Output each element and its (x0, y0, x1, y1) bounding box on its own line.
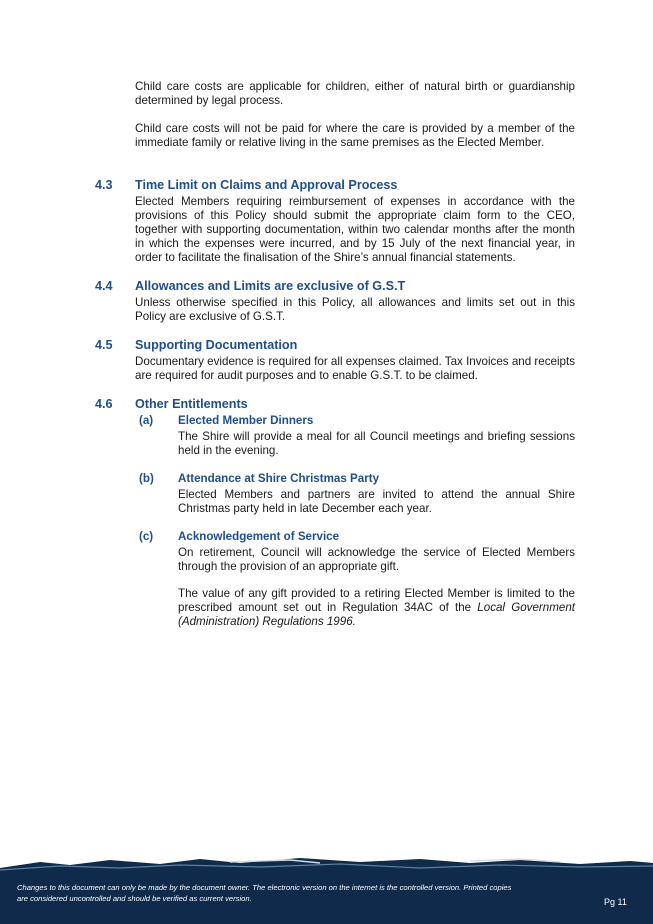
section-title: Supporting Documentation (135, 338, 298, 352)
subsection-title: Elected Member Dinners (178, 414, 314, 427)
section-number: 4.3 (95, 178, 113, 192)
intro-paragraph-2: Child care costs will not be paid for where the care is provided by a member of the immediate family or relative living in the same premises as the Elected Member. (135, 122, 575, 149)
section-body: Elected Members requiring reimbursement of expenses in accordance with the provisions of this Policy should submit the appropriate claim form to the CEO, together with supporting documentation, within two calendar months after the month in which the expenses were incurred, and by 15 July of the next financial year, in order to facilitate the finalisation of the Shire’s annual financial statements. (135, 195, 575, 264)
subsection-body: On retirement, Council will acknowledge the service of Elected Members through the provision of an appropriate gift. (178, 546, 575, 573)
subsection-title: Attendance at Shire Christmas Party (178, 472, 380, 485)
intro-paragraph-1: Child care costs are applicable for children, either of natural birth or guardianship determined by legal process. (135, 80, 575, 107)
regulation-title: Local Government (Administration) Regulations 1996. (178, 601, 575, 628)
section-number: 4.4 (95, 279, 113, 293)
footer-disclaimer (17, 882, 557, 904)
subsection-letter: (a) (139, 414, 154, 427)
section-title: Other Entitlements (135, 397, 248, 411)
page-number: Pg 11 (604, 897, 627, 907)
subsection-title: Acknowledgement of Service (178, 530, 340, 543)
footer-line-2: are considered uncontrolled and should be verified as current version. (17, 894, 252, 903)
subsection-body: Elected Members and partners are invited to attend the annual Shire Christmas party held in late December each year. (178, 488, 575, 515)
subsection-body: The Shire will provide a meal for all Council meetings and briefing sessions held in the evening. (178, 430, 575, 457)
subsection-letter: (c) (139, 530, 154, 543)
section-title: Allowances and Limits are exclusive of G.S.T (135, 279, 406, 293)
subsection-letter: (b) (139, 472, 154, 485)
section-body: Documentary evidence is required for all expenses claimed. Tax Invoices and receipts are required for audit purposes and to enable G.S.T. to be claimed. (135, 355, 575, 382)
footer-line-1: Changes to this document can only be made by the document owner. The electronic version on the internet is the controlled version. Printed copies (17, 883, 512, 892)
section-title: Time Limit on Claims and Approval Process (135, 178, 398, 192)
body-text: The value of any gift provided to a retiring Elected Member is limited to the prescribed amount set out in Regulation 34AC of the (178, 587, 575, 614)
section-body: Unless otherwise specified in this Policy, all allowances and limits set out in this Policy are exclusive of G.S.T. (135, 296, 575, 323)
subsection-body-2 (178, 587, 575, 629)
section-number: 4.5 (95, 338, 113, 352)
section-number: 4.6 (95, 397, 113, 411)
